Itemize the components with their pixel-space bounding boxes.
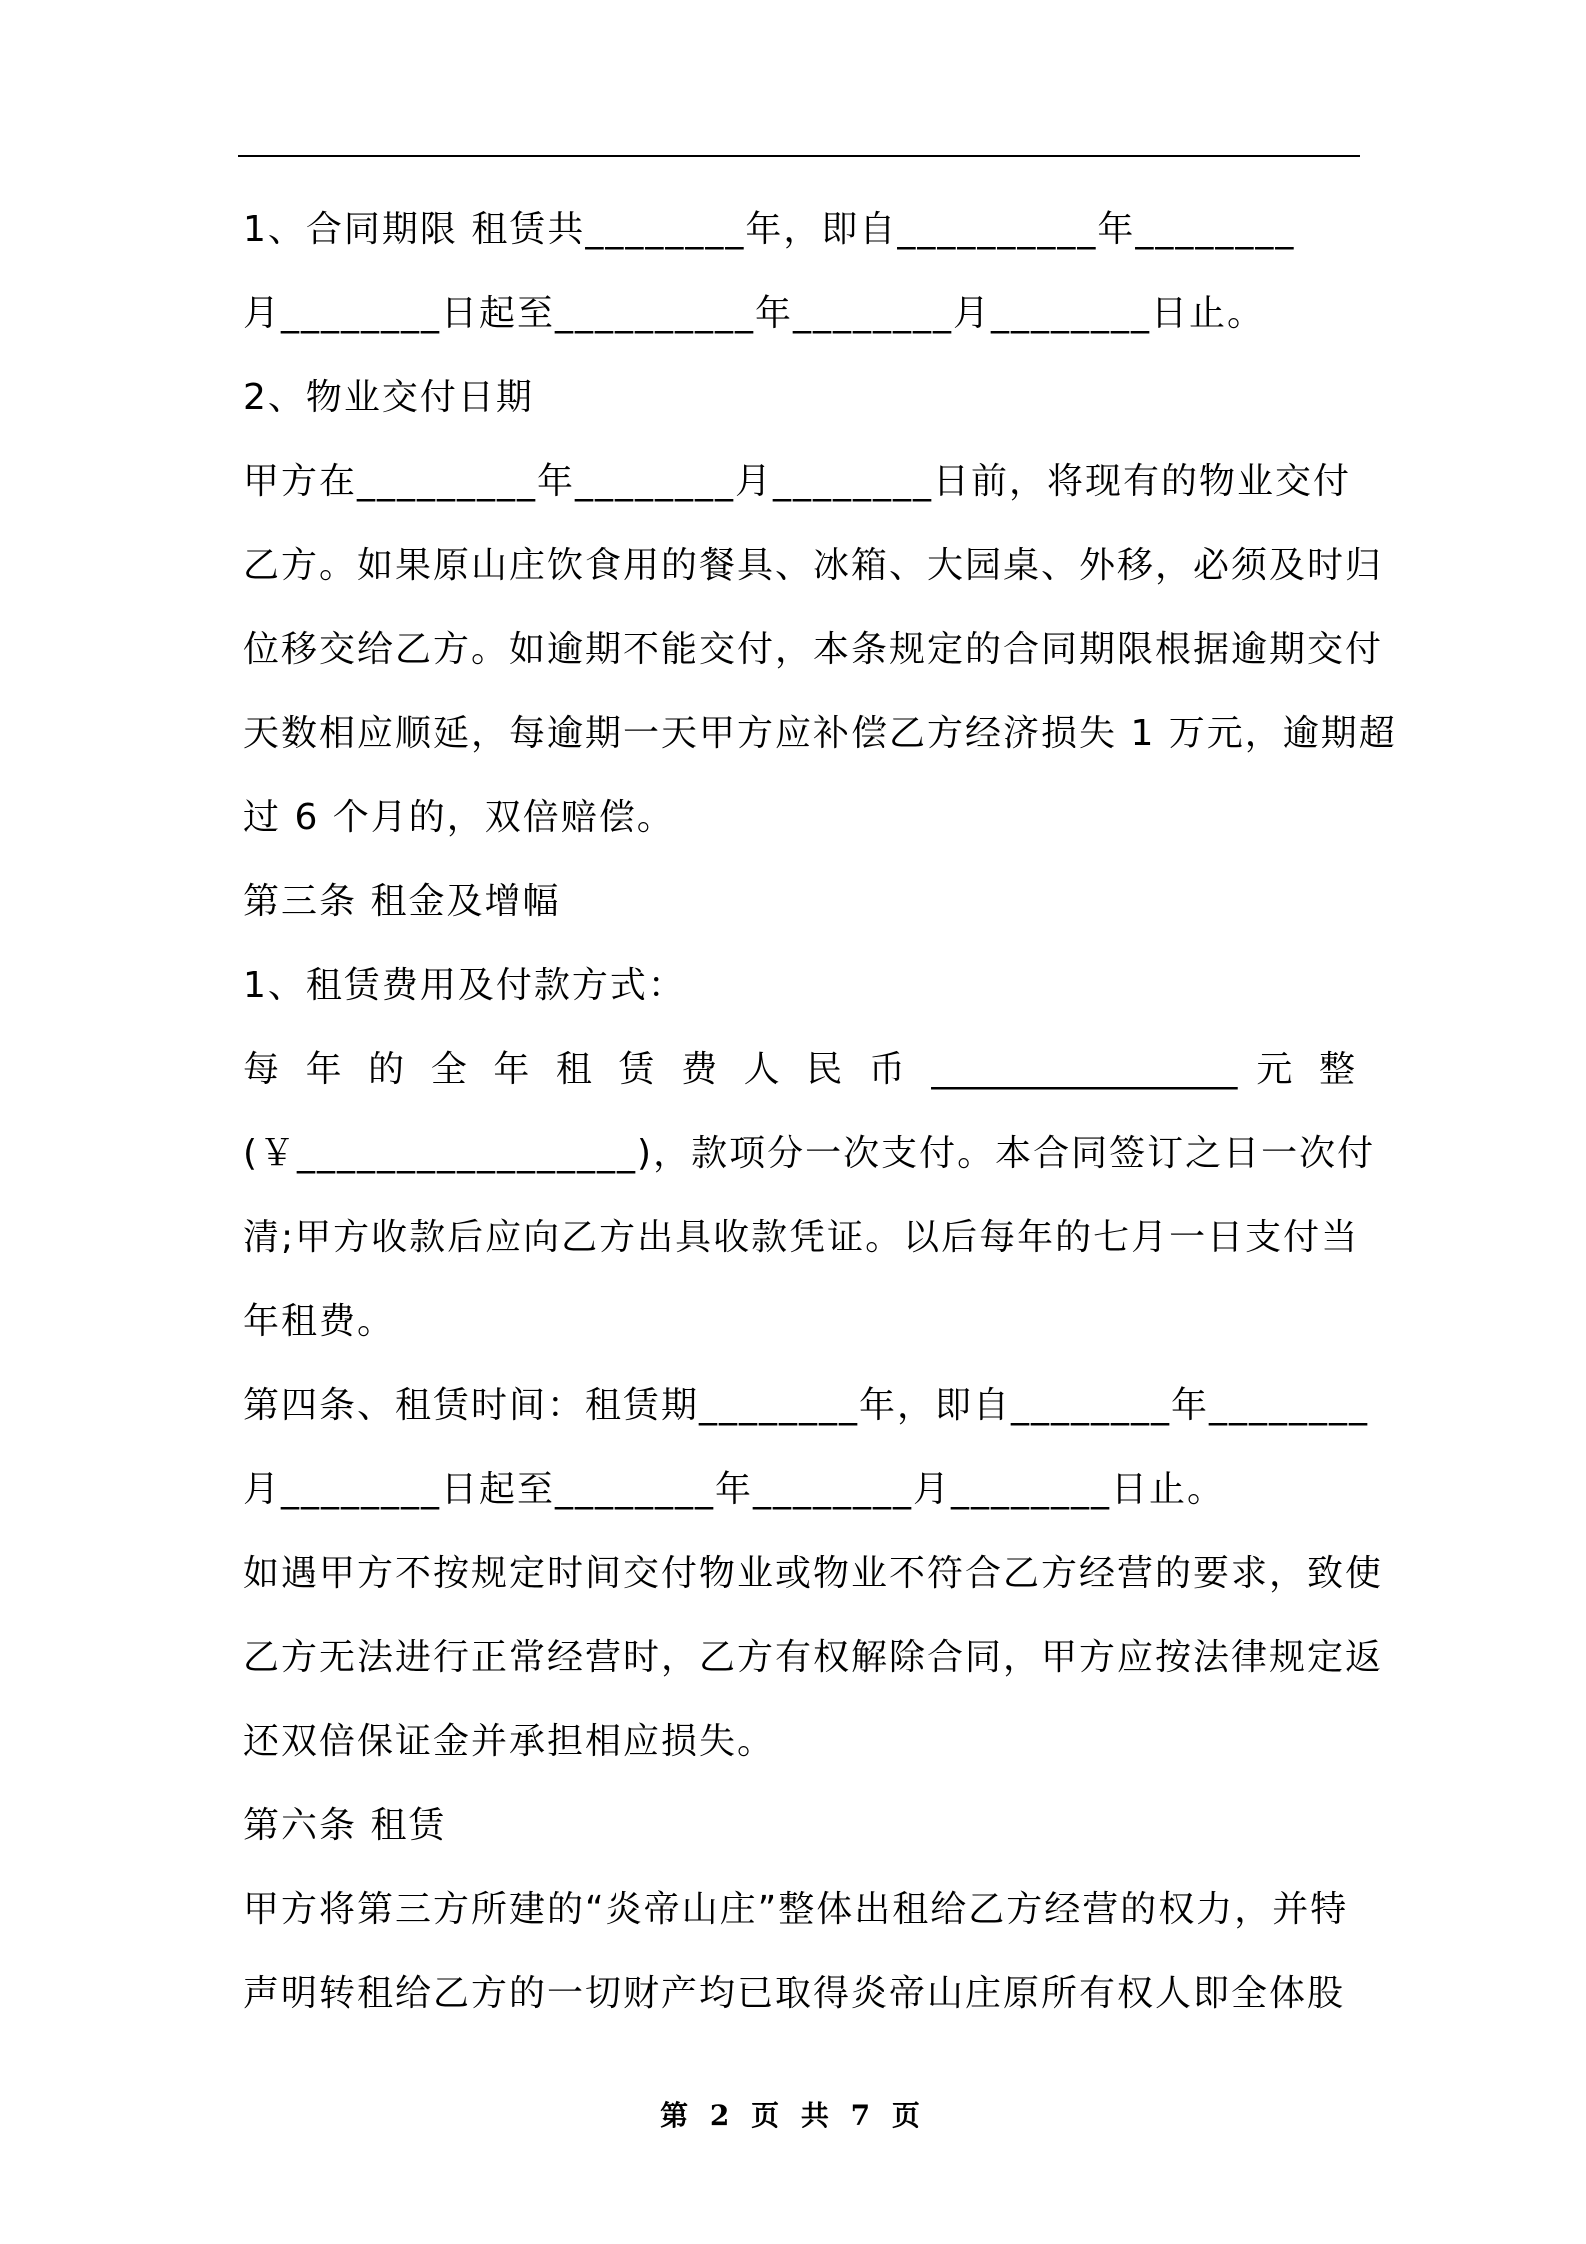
text-line: 如遇甲方不按规定时间交付物业或物业不符合乙方经营的要求，致使 — [243, 1553, 1384, 1594]
text-line: 月________日起至________年________月________日止。 — [243, 1469, 1226, 1510]
text-line: 第三条 租金及增幅 — [243, 881, 561, 922]
text-line: 位移交给乙方。如逾期不能交付，本条规定的合同期限根据逾期交付 — [243, 629, 1384, 670]
text-line: 还双倍保证金并承担相应损失。 — [243, 1721, 776, 1762]
text-line: 乙方。如果原山庄饮食用的餐具、冰箱、大园桌、外移，必须及时归 — [243, 545, 1384, 586]
text-line: 乙方无法进行正常经营时，乙方有权解除合同，甲方应按法律规定返 — [243, 1637, 1384, 1678]
text-line: 第四条、租赁时间：租赁期________年，即自________年________ — [243, 1385, 1370, 1426]
page-number-footer: 第 2 页 共 7 页 — [660, 2099, 926, 2132]
text-line: 1、合同期限 租赁共________年，即自__________年________ — [243, 209, 1296, 250]
text-line: 声明转租给乙方的一切财产均已取得炎帝山庄原所有权人即全体股 — [243, 1973, 1346, 2014]
text-line: 每 年 的 全 年 租 赁 费 人 民 币 _________________ 元 整 — [243, 1049, 1355, 1090]
text-line: 甲方将第三方所建的“炎帝山庄”整体出租给乙方经营的权力，并特 — [243, 1889, 1349, 1930]
text-line: 第六条 租赁 — [243, 1805, 447, 1846]
text-line: 天数相应顺延，每逾期一天甲方应补偿乙方经济损失 1 万元，逾期超 — [243, 713, 1397, 754]
text-line: 清;甲方收款后应向乙方出具收款凭证。以后每年的七月一日支付当 — [243, 1217, 1360, 1258]
text-line: 甲方在_________年________月________日前，将现有的物业交付 — [243, 461, 1352, 502]
text-line: 过 6 个月的，双倍赔偿。 — [243, 797, 675, 838]
text-line: 月________日起至__________年________月________日止。 — [243, 293, 1266, 334]
text-line: 1、租赁费用及付款方式： — [243, 965, 686, 1006]
header-rule — [238, 155, 1360, 157]
text-line: 2、物业交付日期 — [243, 377, 534, 418]
document-body — [243, 188, 1397, 2036]
text-line: (￥_________________)，款项分一次支付。本合同签订之日一次付 — [243, 1133, 1376, 1174]
text-line: 年租费。 — [243, 1301, 396, 1342]
